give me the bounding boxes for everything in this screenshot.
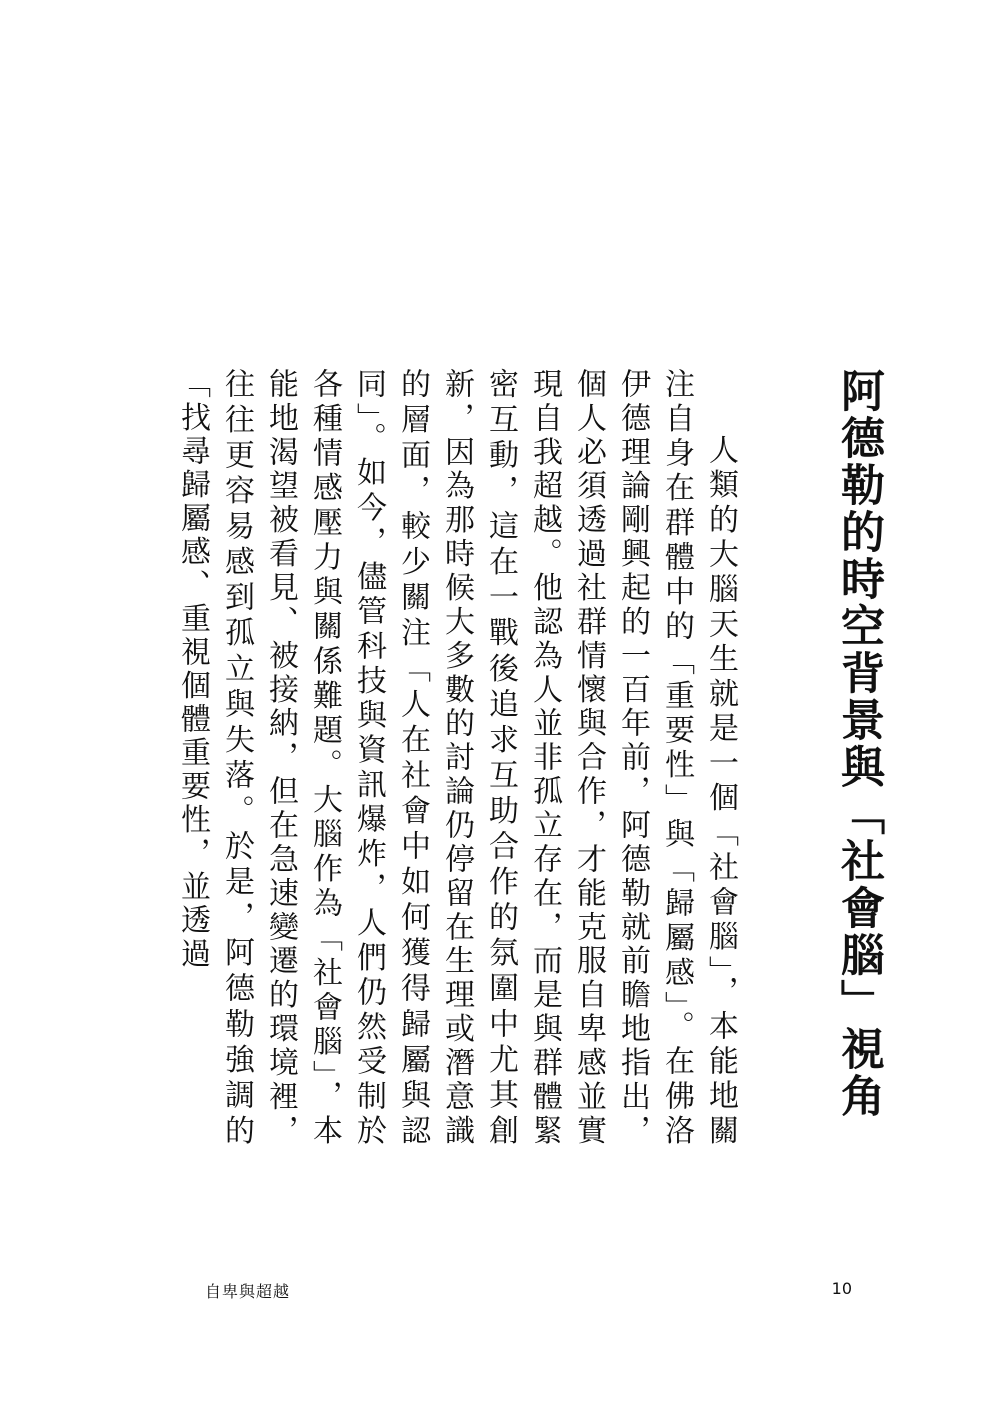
page-number: 10 xyxy=(831,1279,852,1298)
body-paragraph: 人類的大腦天生就是一個「社會腦」，本能地關注自身在群體中的「重要性」與「歸屬感」。在佛洛伊德理論剛興起的一百年前，阿德勒就前瞻地指出，個人必須透過社群情懷與合作，才能克服自卑感並實現自我超越。他認為人並非孤立存在，而是與群體緊密互動，這在一戰後追求互助合作的氛圍中尤其創新，因為那時候大多數的討論仍停留在生理或潛意識的層面，較少關注「人在社會中如何獲得歸屬與認同」。如今，儘管科技與資訊爆炸，人們仍然受制於各種情感壓力與關係難題。大腦作為「社會腦」，本能地渴望被看見、被接納，但在急速變遷的環境裡，往往更容易感到孤立與失落。於是，阿德勒強調的「找尋歸屬感、重視個體重要性，並透過 xyxy=(175,368,738,1148)
section-title: 阿德勒的時空背景與「社會腦」視角 xyxy=(833,368,884,1120)
running-footer-title: 自卑與超越 xyxy=(205,1282,291,1301)
